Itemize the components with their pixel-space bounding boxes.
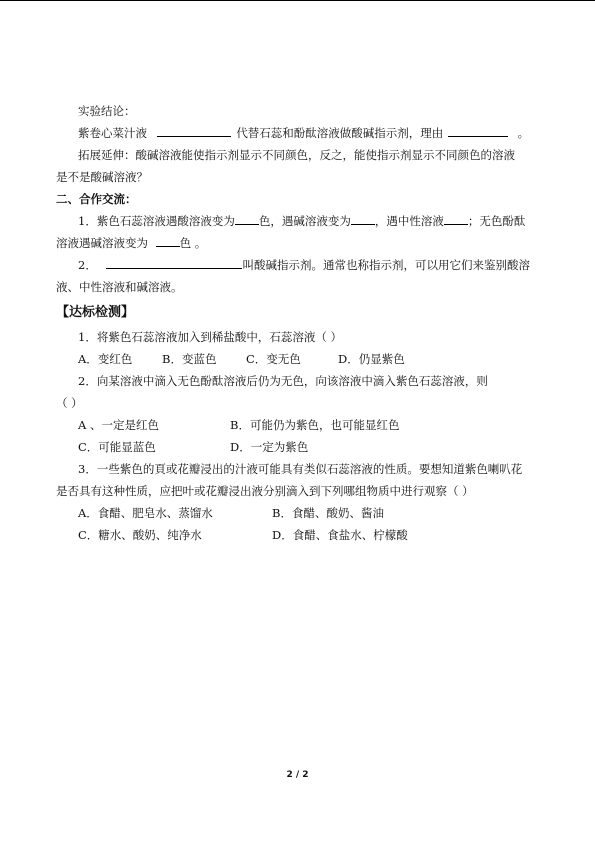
test-question-2-cont: （ ） <box>56 396 83 410</box>
answer-blank[interactable] <box>157 124 231 137</box>
test-question-1-options <box>56 348 546 370</box>
option-a[interactable]: A．变红色 <box>78 352 133 366</box>
answer-blank[interactable] <box>156 234 180 247</box>
option-d[interactable]: D．仍显紫色 <box>338 352 405 366</box>
cooperation-question-1-cont: 溶液遇碱溶液变为 色 。 <box>56 236 207 250</box>
test-question-1: 1．将紫色石蕊溶液加入到稀盐酸中，石蕊溶液（ ） <box>78 330 342 344</box>
page-top-rule <box>0 0 595 1</box>
option-c[interactable]: C．糖水、酸奶、纯净水 <box>78 528 202 542</box>
section-title-cooperation: 二、合作交流： <box>56 192 137 206</box>
option-a[interactable]: A 、一定是红色 <box>78 418 159 432</box>
test-question-3: 3．一些紫色的頁或花瓣浸出的汁液可能具有类似石蕊溶液的性质。要想知道紫色喇叭花 <box>78 462 523 476</box>
option-c[interactable]: C．可能显蓝色 <box>78 440 156 454</box>
test-question-2-options-row2 <box>56 436 546 458</box>
option-b[interactable]: B．变蓝色 <box>162 352 217 366</box>
option-d[interactable]: D．一定为紫色 <box>230 440 309 454</box>
section-title-test: 【达标检测】 <box>56 305 135 320</box>
option-b[interactable]: B．可能仍为紫色，也可能显红色 <box>230 418 400 432</box>
answer-blank[interactable] <box>351 212 375 225</box>
option-a[interactable]: A．食醋、肥皂水、蒸馏水 <box>78 506 213 520</box>
answer-blank[interactable] <box>235 212 259 225</box>
extension-line-2: 是不是酸碱溶液？ <box>56 170 148 184</box>
answer-blank[interactable] <box>444 212 468 225</box>
test-question-3-options-row1 <box>56 502 546 524</box>
answer-blank[interactable] <box>106 256 242 269</box>
option-d[interactable]: D．食醋、食盐水、柠檬酸 <box>272 528 408 542</box>
conclusion-heading: 实验结论： <box>78 104 136 118</box>
conclusion-line: 紫卷心菜汁液 代替石蕊和酚酞溶液做酸碱指示剂，理由 。 <box>78 126 530 140</box>
page-number: 2 / 2 <box>286 770 309 780</box>
test-question-3-cont: 是否具有这种性质，应把叶或花瓣浸出液分别滴入到下列哪组物质中进行观察（ ） <box>56 484 474 498</box>
test-question-3-options-row2 <box>56 524 546 546</box>
test-question-2: 2．向某溶液中滴入无色酚酞溶液后仍为无色，向该溶液中滴入紫色石蕊溶液，则 <box>78 374 488 388</box>
test-question-2-options-row1 <box>56 414 546 436</box>
cooperation-question-1: 1．紫色石蕊溶液遇酸溶液变为 色，遇碱溶液变为 ，遇中性溶液 ；无色酚酞 <box>78 214 526 228</box>
extension-line-1: 拓展延伸：酸碱溶液能使指示剂显示不同颜色，反之，能使指示剂显示不同颜色的溶液 <box>78 148 515 162</box>
answer-blank[interactable] <box>448 124 508 137</box>
option-c[interactable]: C．变无色 <box>246 352 301 366</box>
document-body <box>56 100 546 546</box>
cooperation-question-2-cont: 液、中性溶液和碱溶液。 <box>56 280 183 294</box>
option-b[interactable]: B．食醋、酸奶、酱油 <box>272 506 384 520</box>
cooperation-question-2: 2． 叫酸碱指示剂。通常也称指示剂，可以用它们来鉴别酸溶 <box>78 258 530 272</box>
